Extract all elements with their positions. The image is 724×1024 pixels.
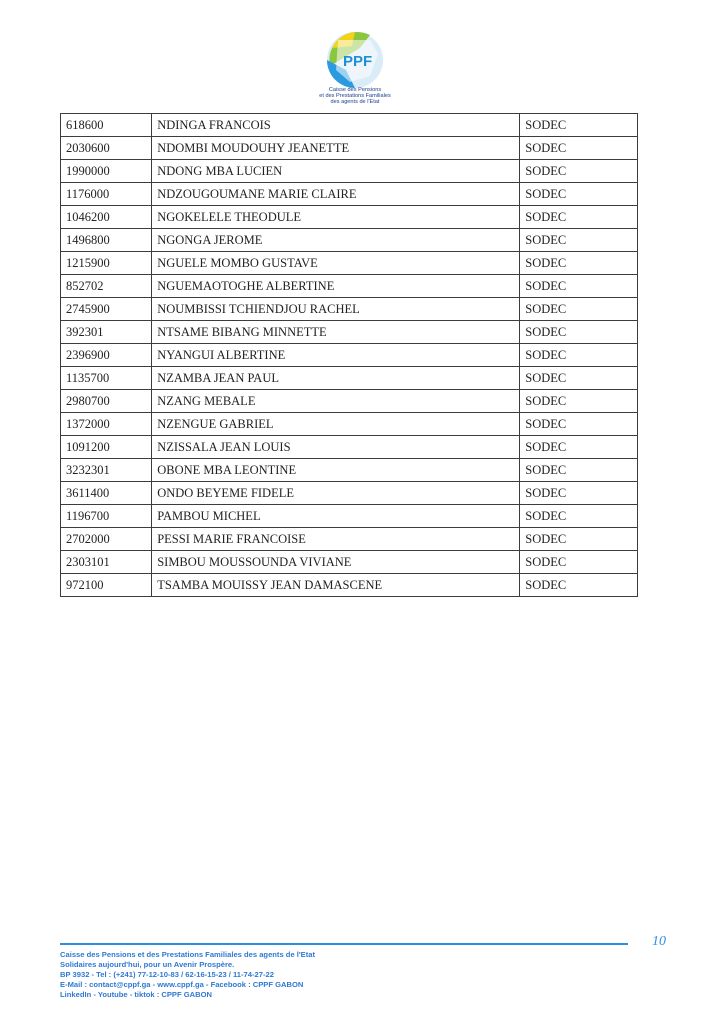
name-cell: NGONGA JEROME bbox=[152, 229, 520, 252]
organization-cell: SODEC bbox=[520, 206, 638, 229]
name-cell: ONDO BEYEME FIDELE bbox=[152, 482, 520, 505]
logo-caption-line: et des Prestations Familiales bbox=[319, 93, 391, 99]
amount-cell: 2702000 bbox=[61, 528, 152, 551]
name-cell: NDINGA FRANCOIS bbox=[152, 114, 520, 137]
footer-line-slogan: Solidaires aujourd'hui, pour un Avenir Prospère. bbox=[60, 960, 235, 969]
table-row bbox=[61, 551, 638, 574]
amount-cell: 392301 bbox=[61, 321, 152, 344]
table-row bbox=[61, 229, 638, 252]
name-cell: NGUELE MOMBO GUSTAVE bbox=[152, 252, 520, 275]
name-cell: NZAMBA JEAN PAUL bbox=[152, 367, 520, 390]
amount-cell: 618600 bbox=[61, 114, 152, 137]
name-cell: NDONG MBA LUCIEN bbox=[152, 160, 520, 183]
organization-cell: SODEC bbox=[520, 344, 638, 367]
table-row bbox=[61, 114, 638, 137]
organization-cell: SODEC bbox=[520, 275, 638, 298]
logo-caption bbox=[305, 87, 405, 105]
table-row bbox=[61, 528, 638, 551]
table-row bbox=[61, 275, 638, 298]
logo-wordmark: PPF bbox=[343, 53, 373, 70]
name-cell: PAMBOU MICHEL bbox=[152, 505, 520, 528]
organization-cell: SODEC bbox=[520, 321, 638, 344]
organization-cell: SODEC bbox=[520, 390, 638, 413]
organization-cell: SODEC bbox=[520, 114, 638, 137]
table-row bbox=[61, 206, 638, 229]
organization-cell: SODEC bbox=[520, 367, 638, 390]
name-cell: NTSAME BIBANG MINNETTE bbox=[152, 321, 520, 344]
logo-caption-line: Caisse des Pensions bbox=[328, 87, 382, 93]
table-row bbox=[61, 160, 638, 183]
table-row bbox=[61, 298, 638, 321]
name-cell: NGOKELELE THEODULE bbox=[152, 206, 520, 229]
table-row bbox=[61, 252, 638, 275]
name-cell: OBONE MBA LEONTINE bbox=[152, 459, 520, 482]
name-cell: SIMBOU MOUSSOUNDA VIVIANE bbox=[152, 551, 520, 574]
beneficiary-table bbox=[60, 113, 638, 597]
table-row bbox=[61, 137, 638, 160]
footer-line-org: Caisse des Pensions et des Prestations Familiales des agents de l'Etat bbox=[60, 950, 316, 959]
amount-cell: 2030600 bbox=[61, 137, 152, 160]
page-number: 10 bbox=[652, 934, 666, 949]
organization-cell: SODEC bbox=[520, 137, 638, 160]
name-cell: NZENGUE GABRIEL bbox=[152, 413, 520, 436]
amount-cell: 1091200 bbox=[61, 436, 152, 459]
name-cell: NOUMBISSI TCHIENDJOU RACHEL bbox=[152, 298, 520, 321]
organization-cell: SODEC bbox=[520, 528, 638, 551]
amount-cell: 972100 bbox=[61, 574, 152, 597]
name-cell: NYANGUI ALBERTINE bbox=[152, 344, 520, 367]
table-row bbox=[61, 505, 638, 528]
amount-cell: 1135700 bbox=[61, 367, 152, 390]
footer-line-phone: BP 3932 - Tel : (+241) 77-12-10-83 / 62-16-15-23 / 11-74-27-22 bbox=[60, 970, 274, 979]
footer-line-social: LinkedIn - Youtube - tiktok : CPPF GABON bbox=[60, 990, 213, 999]
amount-cell: 1990000 bbox=[61, 160, 152, 183]
organization-cell: SODEC bbox=[520, 459, 638, 482]
organization-cell: SODEC bbox=[520, 551, 638, 574]
amount-cell: 2303101 bbox=[61, 551, 152, 574]
name-cell: NGUEMAOTOGHE ALBERTINE bbox=[152, 275, 520, 298]
amount-cell: 1372000 bbox=[61, 413, 152, 436]
footer-contact bbox=[60, 950, 315, 1000]
footer-line-email: E-Mail : contact@cppf.ga - www.cppf.ga - Facebook : CPPF GABON bbox=[60, 980, 304, 989]
amount-cell: 2745900 bbox=[61, 298, 152, 321]
name-cell: NZANG MEBALE bbox=[152, 390, 520, 413]
table-row bbox=[61, 321, 638, 344]
amount-cell: 1496800 bbox=[61, 229, 152, 252]
organization-cell: SODEC bbox=[520, 505, 638, 528]
table-row bbox=[61, 390, 638, 413]
table-row bbox=[61, 413, 638, 436]
footer-divider bbox=[60, 943, 628, 945]
name-cell: NDOMBI MOUDOUHY JEANETTE bbox=[152, 137, 520, 160]
organization-cell: SODEC bbox=[520, 183, 638, 206]
table-row bbox=[61, 436, 638, 459]
table-row bbox=[61, 367, 638, 390]
amount-cell: 2980700 bbox=[61, 390, 152, 413]
table-row bbox=[61, 574, 638, 597]
name-cell: PESSI MARIE FRANCOISE bbox=[152, 528, 520, 551]
organization-cell: SODEC bbox=[520, 482, 638, 505]
table-row bbox=[61, 344, 638, 367]
amount-cell: 1215900 bbox=[61, 252, 152, 275]
amount-cell: 1196700 bbox=[61, 505, 152, 528]
amount-cell: 1176000 bbox=[61, 183, 152, 206]
table-row bbox=[61, 183, 638, 206]
organization-cell: SODEC bbox=[520, 436, 638, 459]
organization-cell: SODEC bbox=[520, 298, 638, 321]
name-cell: NDZOUGOUMANE MARIE CLAIRE bbox=[152, 183, 520, 206]
amount-cell: 852702 bbox=[61, 275, 152, 298]
organization-cell: SODEC bbox=[520, 413, 638, 436]
amount-cell: 1046200 bbox=[61, 206, 152, 229]
amount-cell: 3232301 bbox=[61, 459, 152, 482]
amount-cell: 2396900 bbox=[61, 344, 152, 367]
organization-cell: SODEC bbox=[520, 252, 638, 275]
table-body bbox=[61, 114, 638, 597]
organization-cell: SODEC bbox=[520, 160, 638, 183]
table-row bbox=[61, 482, 638, 505]
name-cell: NZISSALA JEAN LOUIS bbox=[152, 436, 520, 459]
name-cell: TSAMBA MOUISSY JEAN DAMASCENE bbox=[152, 574, 520, 597]
amount-cell: 3611400 bbox=[61, 482, 152, 505]
organization-cell: SODEC bbox=[520, 229, 638, 252]
table-row bbox=[61, 459, 638, 482]
logo-caption-line: des agents de l'Etat bbox=[330, 99, 380, 105]
organization-cell: SODEC bbox=[520, 574, 638, 597]
